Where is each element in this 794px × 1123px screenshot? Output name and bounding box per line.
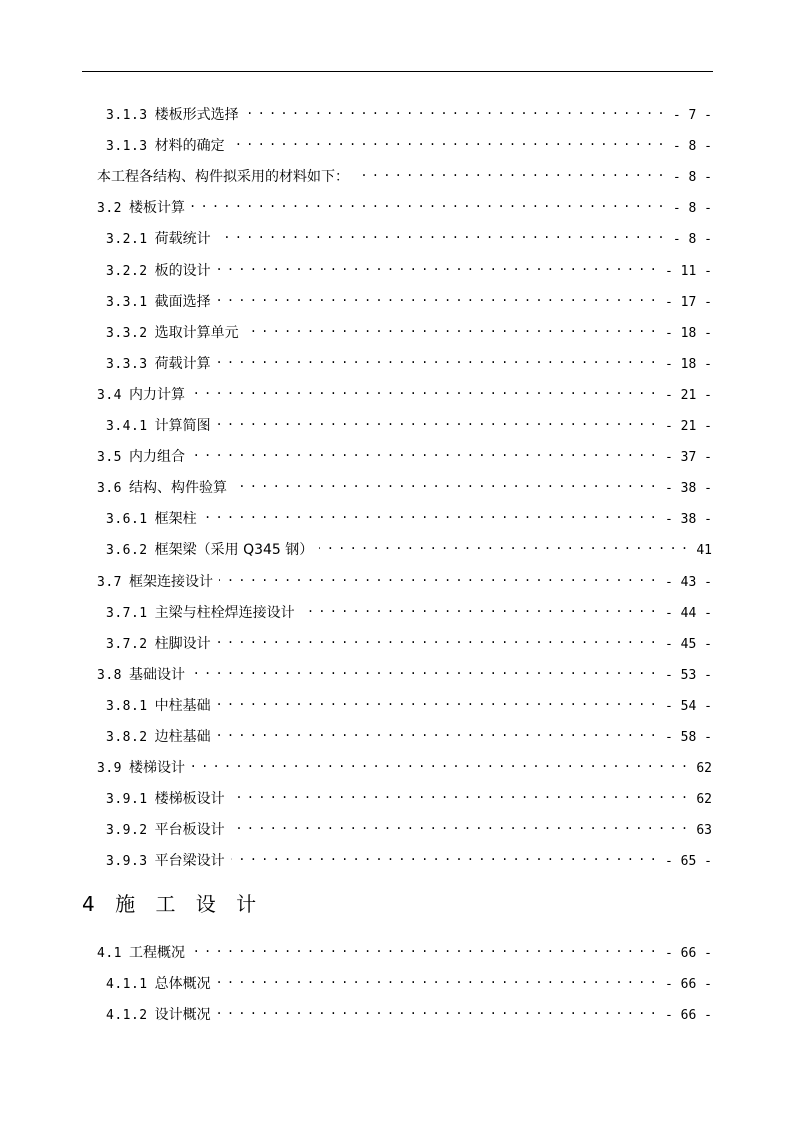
- toc-entry[interactable]: [97, 163, 712, 186]
- toc-dot-leader: [231, 847, 661, 865]
- toc-entry-page: - 66 -: [665, 946, 712, 961]
- toc-entry-page: - 43 -: [665, 574, 712, 590]
- toc-entry[interactable]: [106, 847, 712, 870]
- toc-entry-number: 3.3.1: [106, 294, 148, 310]
- toc-entry-title: 设计概况: [154, 1007, 211, 1024]
- toc-entry-number: 3.2.2: [106, 263, 148, 279]
- toc-dot-leader: [217, 630, 661, 648]
- toc-entry-page: - 8 -: [672, 232, 712, 248]
- toc-entry-number: 3.4.1: [106, 419, 148, 434]
- toc-entry-page: - 38 -: [665, 512, 712, 528]
- toc-entry-number: 3.7.1: [106, 605, 148, 621]
- toc-entry-title: 楼板形式选择: [154, 107, 239, 123]
- toc-dot-leader: [217, 723, 661, 741]
- toc-entry-number: 3.9.3: [106, 854, 148, 870]
- toc-entry-number: 3.2: [97, 201, 122, 217]
- toc-entry-page: - 18 -: [665, 356, 712, 372]
- toc-entry[interactable]: [106, 536, 712, 559]
- toc-entry-title: 截面选择: [154, 293, 211, 310]
- toc-dot-leader: [231, 132, 669, 150]
- toc-entry-page: - 58 -: [665, 730, 712, 745]
- toc-entry[interactable]: [106, 723, 712, 745]
- toc-dot-leader: [191, 443, 661, 461]
- toc-entry[interactable]: [97, 754, 712, 777]
- toc-entry-page: - 53 -: [665, 667, 712, 683]
- toc-entry-number: 3.7: [97, 574, 122, 590]
- toc-entry-page: - 7 -: [672, 108, 712, 123]
- toc-entry-title: 中柱基础: [154, 697, 211, 714]
- toc-entry-number: 3.9.1: [106, 792, 148, 808]
- toc-entry[interactable]: [106, 630, 712, 652]
- toc-entry-number: 3.5: [97, 450, 122, 466]
- toc-entry-page: - 21 -: [665, 387, 712, 403]
- toc-entry-page: - 66 -: [665, 1008, 712, 1024]
- toc-dot-leader: [191, 939, 661, 957]
- toc-entry-title: 楼板计算: [128, 200, 185, 217]
- toc-entry-page: - 17 -: [665, 294, 712, 310]
- toc-entry[interactable]: [97, 381, 712, 403]
- toc-entry[interactable]: [106, 412, 712, 434]
- toc-entry-number: 4.1: [97, 946, 122, 961]
- toc-dot-leader: [217, 257, 661, 275]
- toc-entry-page: - 38 -: [665, 481, 712, 497]
- toc-entry[interactable]: [106, 132, 712, 155]
- toc-dot-leader: [191, 194, 669, 212]
- toc-entry-page: - 45 -: [665, 636, 712, 652]
- toc-entry-number: 3.6.1: [106, 512, 148, 528]
- toc-dot-leader: [217, 692, 661, 710]
- toc-entry-title: 框架柱: [154, 511, 197, 528]
- toc-entry-title: 内力组合: [128, 449, 185, 466]
- toc-dot-leader: [217, 412, 661, 430]
- toc-entry-page: - 8 -: [672, 201, 712, 217]
- chapter-heading: 4 施 工 设 计: [82, 892, 264, 916]
- toc-entry-title: 选取计算单元: [154, 324, 239, 341]
- toc-entry[interactable]: [97, 568, 712, 590]
- toc-entry-title: 柱脚设计: [154, 635, 211, 652]
- toc-entry-number: 3.1.3: [106, 108, 148, 123]
- toc-entry-number: 3.8: [97, 667, 122, 683]
- toc-entry-number: 3.4: [97, 387, 122, 403]
- toc-entry[interactable]: [97, 194, 712, 217]
- toc-entry-page: 62: [696, 761, 712, 777]
- toc-dot-leader: [191, 381, 661, 399]
- toc-entry-page: - 54 -: [665, 698, 712, 714]
- toc-entry-page: 41: [696, 543, 712, 559]
- toc-entry[interactable]: [106, 101, 712, 123]
- toc-entry-number: 3.8.1: [106, 698, 148, 714]
- toc-entry-title: 计算简图: [154, 418, 211, 434]
- toc-entry-page: - 44 -: [665, 605, 712, 621]
- toc-dot-leader: [217, 350, 661, 368]
- toc-entry-page: - 18 -: [665, 325, 712, 341]
- toc-entry[interactable]: [97, 443, 712, 466]
- toc-entry[interactable]: [97, 661, 712, 683]
- toc-entry-number: 3.8.2: [106, 730, 148, 745]
- toc-dot-leader: [355, 163, 669, 181]
- toc-dot-leader: [245, 319, 661, 337]
- toc-entry-page: - 8 -: [672, 170, 712, 186]
- toc-entry-number: 4.1.1: [106, 977, 148, 993]
- toc-entry-number: 3.1.3: [106, 139, 148, 155]
- toc-entry-number: 3.3.2: [106, 325, 148, 341]
- toc-entry-title: 基础设计: [128, 666, 185, 683]
- toc-entry-number: 4.1.2: [106, 1008, 148, 1024]
- toc-dot-leader: [233, 474, 661, 492]
- toc-entry-number: 3.2.1: [106, 232, 148, 248]
- toc-entry-title: 内力计算: [128, 386, 185, 403]
- toc-entry-title: 框架梁（采用 Q345 钢）: [154, 542, 314, 559]
- toc-entry-page: 62: [696, 792, 712, 808]
- toc-entry-page: - 37 -: [665, 450, 712, 466]
- toc-dot-leader: [203, 505, 661, 523]
- toc-entry-title: 平台板设计: [154, 822, 225, 839]
- toc-entry-title: 荷载计算: [154, 355, 211, 372]
- toc-entry-title: 工程概况: [128, 945, 185, 961]
- toc-entry-page: - 11 -: [665, 263, 712, 279]
- toc-entry-number: 3.9.2: [106, 823, 148, 839]
- toc-dot-leader: [319, 536, 692, 554]
- toc-dot-leader: [231, 816, 693, 834]
- toc-dot-leader: [217, 1001, 661, 1019]
- toc-dot-leader: [191, 754, 692, 772]
- toc-entry-title: 荷载统计: [154, 231, 211, 248]
- toc-entry-title: 本工程各结构、构件拟采用的材料如下：: [97, 169, 349, 186]
- toc-dot-leader: [245, 101, 669, 119]
- toc-entry-title: 结构、构件验算: [128, 480, 227, 497]
- toc-entry[interactable]: [106, 288, 712, 310]
- toc-entry-number: 3.7.2: [106, 636, 148, 652]
- toc-dot-leader: [217, 288, 661, 306]
- toc-dot-leader: [217, 970, 661, 988]
- toc-entry-page: - 65 -: [665, 854, 712, 870]
- toc-entry-title: 板的设计: [154, 262, 211, 279]
- toc-entry-title: 边柱基础: [154, 729, 211, 745]
- toc-entry[interactable]: [106, 319, 712, 341]
- toc-entry[interactable]: [106, 257, 712, 279]
- toc-entry-title: 主梁与柱栓焊连接设计: [154, 604, 295, 621]
- toc-entry[interactable]: [106, 970, 712, 993]
- toc-entry-title: 楼梯设计: [128, 760, 185, 777]
- toc-entry-title: 总体概况: [154, 976, 211, 993]
- toc-entry[interactable]: [97, 474, 712, 497]
- toc-entry[interactable]: [106, 350, 712, 372]
- toc-dot-leader: [231, 785, 693, 803]
- toc-entry[interactable]: [106, 785, 712, 808]
- toc-entry-title: 材料的确定: [154, 138, 225, 155]
- toc-entry-number: 3.9: [97, 761, 122, 777]
- toc-entry[interactable]: [106, 816, 712, 839]
- toc-entry-number: 3.6.2: [106, 543, 148, 559]
- toc-entry[interactable]: [106, 599, 712, 621]
- toc-dot-leader: [301, 599, 661, 617]
- toc-entry[interactable]: [106, 692, 712, 714]
- toc-entry-page: 63: [696, 823, 712, 839]
- toc-entry[interactable]: [106, 225, 712, 248]
- toc-entry[interactable]: [97, 939, 712, 961]
- toc-entry-number: 3.3.3: [106, 356, 148, 372]
- toc-entry-page: - 8 -: [672, 139, 712, 155]
- toc-entry-number: 3.6: [97, 481, 122, 497]
- toc-dot-leader: [219, 568, 661, 586]
- toc-entry-title: 框架连接设计: [128, 573, 213, 590]
- toc-entry[interactable]: [106, 505, 712, 528]
- toc-entry-page: - 66 -: [665, 977, 712, 993]
- toc-entry-title: 楼梯板设计: [154, 791, 225, 808]
- toc-entry-title: 平台梁设计: [154, 853, 225, 870]
- toc-dot-leader: [217, 225, 669, 243]
- toc-dot-leader: [191, 661, 661, 679]
- toc-entry-page: - 21 -: [665, 419, 712, 434]
- toc-entry[interactable]: [106, 1001, 712, 1024]
